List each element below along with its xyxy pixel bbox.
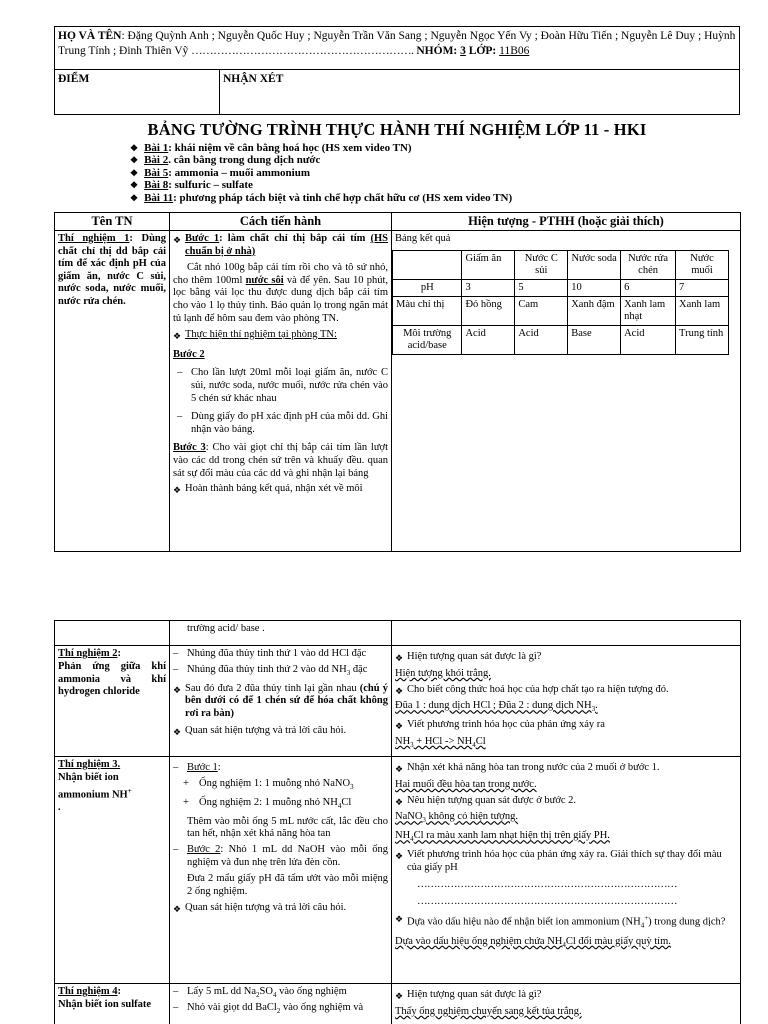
lesson-text: . cân bằng trong dung dịch nước [168, 154, 321, 167]
text: SO [259, 986, 273, 997]
text: Nước rửa chén [621, 250, 676, 279]
cont-procedure-cell [170, 621, 392, 646]
exp1-step3 [173, 442, 388, 480]
text: Nước soda [568, 250, 621, 279]
text: Sau đó đưa 2 đũa thủy tinh lại gần nhau [185, 682, 360, 694]
text: Bước 2 [187, 844, 221, 856]
exp3-question [395, 849, 737, 875]
result-table [392, 250, 729, 355]
step-note: (HS chuẩn bị ở nhà) [185, 233, 389, 257]
exp2-bullet [173, 725, 388, 739]
text: + HCl -> NH [413, 736, 473, 748]
text: NH [395, 830, 411, 842]
exp3-question [395, 762, 737, 776]
text: 10 [568, 279, 621, 296]
exp4-desc: Nhận biết ion sulfate [58, 998, 152, 1010]
bullet-icon: ❖ [395, 685, 404, 696]
text: trường acid/ base . [187, 623, 265, 634]
text: Dựa vào dấu hiệu ống nghiệm chứa NH [395, 935, 563, 947]
exp1-desc: : Dùng chất chỉ thị dd bắp cải tím để xác định pH của giấm ăn, nước C sủi, nước soda, nước muối, nước rửa chén. [58, 233, 167, 307]
exp4-step: – Lấy 5 mL dd $Na_2SO_4$ vào ống nghiệm [173, 986, 388, 1002]
dash-marker: – [177, 367, 183, 379]
text: vào ống nghiệm [276, 986, 347, 997]
lesson-item [130, 167, 750, 179]
bullet-icon: ❖ [395, 721, 404, 732]
experiment-table-continued [54, 620, 741, 1024]
lesson-text: : ammonia – muối ammonium [168, 166, 311, 179]
names-cell [55, 27, 740, 70]
lab-note-text: Thực hiện thí nghiệm tại phòng TN: [185, 329, 337, 341]
exp3-answer: NaNO$_3$ không có hiện tượng. [395, 811, 518, 825]
lesson-number: Bài 11 [144, 191, 174, 204]
lesson-list [130, 142, 750, 204]
text: Cắt nhỏ 100g bắp cải tím rồi cho và tô sứ nhỏ, cho thêm 100ml [173, 262, 388, 286]
bullet-icon: ❖ [173, 727, 182, 738]
text: Trung tính [676, 325, 729, 354]
exp3-tube: + Ống nghiệm 2: 1 muỗng nhỏ $NH_4Cl$ [183, 797, 388, 813]
text: Viết phương trình hóa học của phản ứng xảy ra [407, 719, 605, 731]
exp2-question [395, 719, 737, 733]
text: Acid [462, 325, 515, 354]
exp4-answer: Thấy ống nghiệm chuyển sang kết tủa trắng. [395, 1005, 582, 1017]
bullet-icon: ❖ [395, 653, 404, 663]
exp4-procedure-cell [170, 984, 392, 1024]
exp2-procedure-cell [170, 646, 392, 757]
bullet-icon: ❖ [395, 764, 404, 774]
col-header-phenomenon: Hiện tượng - PTHH (hoặc giải thích) [392, 213, 741, 231]
table-row [393, 250, 729, 279]
dash-marker: – [173, 762, 179, 773]
exp2-step: – Nhúng đũa thủy tinh thứ 2 vào dd $NH_3$ đặc [173, 664, 388, 680]
exp3-bullet [173, 902, 388, 916]
text: Cl [475, 736, 486, 748]
text: Xanh lam nhạt [621, 296, 676, 325]
names-dots: ……………………………………………………. [191, 45, 414, 57]
score-cell [55, 70, 220, 115]
text: vào ống nghiệm và [280, 1001, 364, 1013]
text: không có hiện tượng. [425, 811, 518, 823]
exp4-title: Thí nghiệm 4 [58, 986, 118, 997]
text: Xanh lam [676, 296, 729, 325]
plus-marker: + [183, 796, 189, 808]
table-row [393, 279, 729, 296]
exp2-result-cell [392, 646, 741, 757]
answer-dots: …………………………………………………………………… [417, 878, 677, 890]
remark-cell [220, 70, 740, 115]
text: Đũa 1 : dung dịch HCl ; Đũa 2 : dung dịch NH [395, 700, 592, 712]
exp1-procedure-cell [170, 231, 392, 552]
answer-dots: …………………………………………………………………… [417, 895, 677, 907]
exp3-answer: Dựa vào dấu hiệu ống nghiệm chứa $NH_4Cl$ đổi màu giấy quỳ tím. [395, 935, 671, 949]
text: Quan sát hiện tượng và trả lời câu hỏi. [185, 902, 347, 914]
exp3-name-cell: Thí nghiệm 3. Nhận biết ion ammonium NH+ . [55, 757, 170, 984]
dash-marker: – [173, 663, 179, 675]
exp1-step2-item [177, 367, 388, 405]
text: : Nhỏ 1 mL dd NaOH vào mỗi ống nghiệm và đun nhẹ trên lửa đèn cồn. [187, 844, 388, 868]
text: Bước 3 [173, 442, 206, 454]
exp4-question [395, 989, 737, 1003]
text: : Cho vài giọt chỉ thị bắp cải tím lần lượt vào các dd trong chén sứ trên và khuấy đều. quan sát sự đổi màu của các dd và ghi nhận lại bảng [173, 442, 388, 479]
text: 7 [676, 279, 729, 296]
text: 6 [621, 279, 676, 296]
exp3-answer: $NH_4Cl$ ra màu xanh lam nhạt hiện thị trên giấy PH. [395, 830, 610, 844]
cont-name-cell [55, 621, 170, 646]
cont-result-cell [392, 621, 741, 646]
page-title: BẢNG TƯỜNG TRÌNH THỰC HÀNH THÍ NGHIỆM LỚP 11 - HKI [147, 120, 647, 139]
text: Nước C sủi [515, 250, 568, 279]
header-table [54, 26, 740, 115]
text: Acid [515, 325, 568, 354]
text: Dùng giấy đo pH xác định pH của mỗi dd. Ghi nhận vào bảng. [191, 411, 388, 435]
text: pH [393, 279, 462, 296]
exp3-tube: + Ống nghiệm 1: 1 muỗng nhỏ NaNO$_3$ [183, 778, 388, 794]
lesson-number: Bài 1 [144, 142, 169, 154]
step-text: : làm chất chỉ thị bắp cải tím [219, 233, 371, 244]
class-value: 11B06 [499, 45, 530, 57]
exp1-result-cell [392, 231, 741, 552]
page-2 [0, 618, 768, 1024]
text: (chú ý bên dưới có để 1 chén sứ để hóa chất không rơi ra bàn) [185, 682, 388, 720]
score-label: ĐIỂM [58, 73, 90, 85]
exp1-step2-label: Bước 2 [173, 348, 205, 360]
text: Bước 1 [187, 762, 218, 773]
class-label: LỚP: [465, 45, 500, 57]
exp3-step1: – Bước 1: [173, 762, 221, 773]
lesson-item [130, 154, 750, 166]
text: 5 [515, 279, 568, 296]
lab-note [173, 329, 388, 343]
dash-marker: – [173, 1001, 179, 1013]
exp3-step1-body: Thêm vào mỗi ống 5 mL nước cất, lắc đều cho tan hết, nhận xét khả năng hòa tan [187, 815, 388, 840]
exp3-step2 [173, 844, 388, 870]
text: Cl [341, 796, 352, 808]
exp2-answer: Hiện tượng khói trắng. [395, 667, 491, 679]
lesson-text: : khái niệm về cân bằng hoá học (HS xem video TN) [168, 142, 412, 154]
text: Cho biết công thức hoá học của hợp chất tạo ra hiện tượng đó. [407, 683, 669, 695]
text [393, 250, 462, 279]
lesson-text: : sulfuric – sulfate [168, 179, 253, 192]
text: Cl ra màu xanh lam nhạt hiện thị trên giấy PH. [413, 830, 610, 842]
exp2-title: Thí nghiệm 2 [58, 648, 118, 659]
exp3-question [395, 795, 737, 809]
bullet-icon: ❖ [173, 904, 182, 915]
text: Nêu hiện tượng quan sát được ở bước 2. [407, 794, 577, 806]
text: ) trong dung dịch? [648, 916, 726, 928]
lesson-item [130, 179, 750, 191]
dash-marker: – [173, 986, 179, 997]
exp3-answer: Hai muối đều hòa tan trong nước. [395, 778, 537, 790]
bullet-icon: ❖ [395, 851, 404, 862]
text: và để yên. Sau 10 phút, lọc bằng vải lọc thu được dung dịch bắp cải tím cho vào 1 lọ thủy tinh. Bảo quản lọ trong ngăn mát tủ lạnh để hôm sau đem vào phòng TN. [173, 274, 389, 324]
exp2-equation: $NH_3$ + HCl -> $NH_4Cl$ [395, 736, 486, 750]
bullet-icon: ❖ [395, 796, 404, 807]
text: Lấy 5 mL dd Na [187, 986, 257, 997]
bullet-icon: ❖ [395, 991, 404, 1001]
plus-marker: + [183, 777, 189, 789]
name-label: HỌ VÀ TÊN [58, 30, 122, 42]
text: Nhỏ vài giọt dd BaCl [187, 1001, 277, 1013]
text: Acid [621, 325, 676, 354]
exp1-step1 [173, 233, 388, 258]
group-value: 3 [460, 45, 466, 57]
text: Nước muối [676, 250, 729, 279]
dash-marker: – [177, 411, 183, 423]
lesson-item [130, 192, 750, 204]
exp3-procedure-cell [170, 757, 392, 984]
member-names: : Đặng Quỳnh Anh ; Nguyễn Quốc Huy ; Nguyễn Trần Văn Sang ; Nguyễn Ngọc Yến Vy ; Đoàn Hữu Tiến ; Nguyễn Lê Duy ; Huỳnh Trung Tính ; Đinh Thiên Vỹ [58, 30, 736, 57]
exp4-name-cell: Thí nghiệm 4: Nhận biết ion sulfate [55, 984, 170, 1024]
text: Quan sát hiện tượng và trả lời câu hỏi. [185, 725, 347, 737]
text: đặc [350, 663, 368, 675]
text: Nhúng đũa thủy tinh thứ 2 vào dd NH [187, 663, 347, 675]
exp1-name-cell [55, 231, 170, 552]
text: Màu chỉ thị [393, 296, 462, 325]
bullet-icon: ❖ [173, 485, 182, 496]
exp3-result-cell [392, 757, 741, 984]
step-label: Bước 1 [185, 233, 220, 244]
text: Nhận xét khả năng hòa tan trong nước của 2 muối ở bước 1. [407, 762, 660, 773]
text: Cl đổi màu giấy quỳ tím. [565, 935, 671, 947]
text: Cam [515, 296, 568, 325]
exp3-question: ❖ Dựa vào dấu hiệu nào để nhận biết ion ammonium $(NH_4^+)$ trong dung dịch? [395, 912, 737, 932]
table-row [393, 325, 729, 354]
group-label: NHÓM: [416, 45, 461, 57]
text: Nhúng đũa thủy tinh thứ 1 vào dd HCl đặc [187, 648, 367, 659]
exp2-bullet [173, 683, 388, 721]
text: NH [395, 736, 411, 748]
text: 3 [462, 279, 515, 296]
text: nước sôi [245, 274, 284, 286]
lesson-number: Bài 2 [144, 154, 169, 167]
text: Dựa vào dấu hiệu nào để nhận biết ion ammonium (NH [407, 916, 641, 928]
exp3-step2-body: Đưa 2 mẩu giấy pH đã tẩm ướt vào mỗi miệng 2 ống nghiệm. [187, 872, 388, 897]
bullet-icon: ❖ [173, 235, 182, 245]
exp4-result-cell [392, 984, 741, 1024]
text: Viết phương trình hóa học của phản ứng xảy ra. Giải thích sự thay đổi màu của giấy pH [407, 849, 722, 873]
col-header-procedure: Cách tiến hành [170, 213, 392, 231]
exp2-desc: Phản ứng giữa khí ammonia và khí hydrogen chloride [58, 660, 166, 698]
text: Hoàn thành bảng kết quả, nhận xét về môi [185, 483, 363, 495]
exp2-question [395, 651, 737, 665]
exp1-step1-body [173, 262, 388, 325]
text: Hiện tượng quan sát được là gì? [407, 989, 542, 1000]
lesson-number: Bài 8 [144, 179, 169, 192]
exp1-title: Thí nghiệm 1 [58, 233, 130, 244]
text: Đỏ hồng [462, 296, 515, 325]
exp3-title: Thí nghiệm 3. [58, 759, 121, 770]
exp2-answer: Đũa 1 : dung dịch HCl ; Đũa 2 : dung dịch $NH_3$. [395, 700, 598, 714]
bullet-icon: ❖ [395, 914, 404, 925]
exp1-final [173, 483, 388, 497]
bullet-icon: ❖ [173, 331, 182, 342]
exp4-step: – Nhỏ vài giọt dd BaCl$_2$ vào ống nghiệm và [173, 1002, 388, 1018]
exp3-desc: Nhận biết ion ammonium NH [58, 771, 128, 801]
lesson-text: : phương pháp tách biệt và tinh chế hợp chất hữu cơ (HS xem video TN) [173, 191, 513, 204]
remark-label: NHẬN XÉT [223, 73, 284, 85]
text: NaNO [395, 811, 423, 823]
text: Ống nghiệm 1: 1 muỗng nhỏ NaNO [199, 777, 351, 789]
exp2-name-cell: Thí nghiệm 2: Phản ứng giữa khí ammonia và khí hydrogen chloride [55, 646, 170, 757]
text: Hiện tượng quan sát được là gì? [407, 651, 542, 662]
table-row [393, 296, 729, 325]
lesson-number: Bài 5 [144, 166, 169, 179]
col-header-name: Tên TN [55, 213, 170, 231]
exp2-question [395, 684, 737, 698]
text: Xanh đậm [568, 296, 621, 325]
bullet-icon: ❖ [173, 684, 182, 695]
lesson-item [130, 142, 750, 154]
experiment-table [54, 212, 741, 552]
dash-marker: – [173, 844, 179, 856]
exp2-step [173, 648, 388, 661]
text: Base [568, 325, 621, 354]
exp1-step2-item [177, 411, 388, 436]
text: Giấm ăn [462, 250, 515, 279]
result-label: Bảng kết quả [395, 233, 451, 244]
text: Ống nghiệm 2: 1 muỗng nhỏ NH [199, 796, 338, 808]
text: Môi trường acid/base [393, 325, 462, 354]
text: Cho lần lượt 20ml mỗi loại giấm ăn, nước C sủi, nước soda, nước muối, nước rửa chén vào 5 chén sứ khác nhau [191, 367, 388, 404]
dash-marker: – [173, 648, 179, 659]
